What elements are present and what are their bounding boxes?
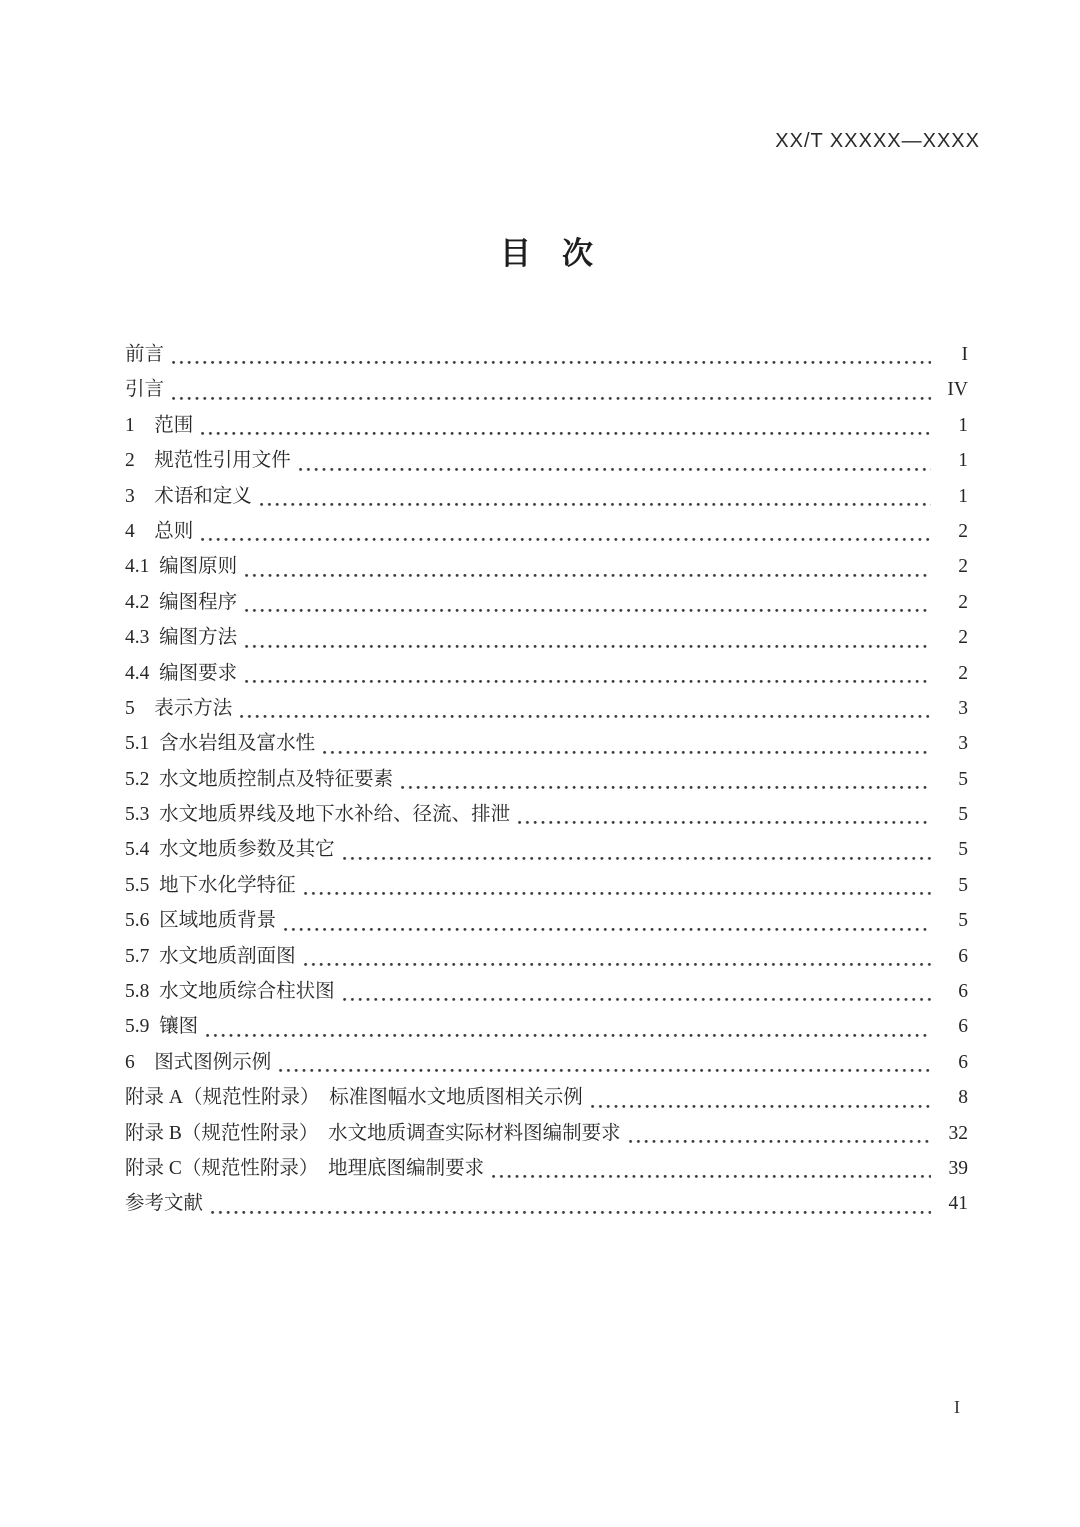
- toc-entry: [125, 1009, 968, 1044]
- toc-leader-dots: [206, 1027, 931, 1037]
- toc-entry: [125, 620, 968, 655]
- toc-entry-label: 1 范围: [125, 414, 194, 436]
- toc-entry-page: 2: [958, 662, 968, 684]
- toc-leader-dots: [304, 885, 931, 895]
- toc-leader-dots: [284, 921, 931, 931]
- toc-entry-label: 6 图式图例示例: [125, 1051, 272, 1073]
- toc-entry-page: 3: [958, 733, 968, 755]
- toc-entry-page: 39: [948, 1157, 968, 1179]
- toc-entry-label: 前言: [125, 344, 165, 365]
- toc-leader-dots: [245, 673, 931, 683]
- toc-entry: [125, 656, 968, 691]
- toc-entry-page: 6: [958, 945, 968, 967]
- toc-entry: [125, 1080, 968, 1115]
- toc-leader-dots: [401, 779, 931, 789]
- toc-entry-page: 3: [958, 697, 968, 719]
- toc-entry-page: 5: [958, 874, 968, 896]
- toc-list: [125, 337, 968, 1222]
- toc-entry-page: 8: [958, 1087, 968, 1109]
- toc-leader-dots: [629, 1133, 931, 1143]
- toc-entry-page: 32: [948, 1122, 968, 1144]
- toc-entry-page: 5: [958, 910, 968, 932]
- toc-leader-dots: [172, 354, 931, 364]
- toc-entry-page: 2: [958, 556, 968, 578]
- toc-entry: [125, 726, 968, 761]
- toc-entry-label: 2 规范性引用文件: [125, 450, 291, 472]
- toc-entry: [125, 585, 968, 620]
- toc-entry-label: 4.2 编图程序: [125, 591, 238, 613]
- toc-entry: [125, 514, 968, 549]
- toc-leader-dots: [323, 744, 931, 754]
- toc-entry-label: 4.3 编图方法: [125, 627, 238, 649]
- toc-entry-page: IV: [947, 379, 968, 401]
- toc-entry-label: 5.1 含水岩组及富水性: [125, 733, 316, 755]
- toc-entry-page: 1: [958, 485, 968, 507]
- toc-entry: [125, 337, 968, 372]
- toc-entry: [125, 1151, 968, 1186]
- toc-entry-label: 4.4 编图要求: [125, 662, 238, 684]
- toc-entry-page: 5: [958, 768, 968, 790]
- toc-entry-page: 6: [958, 1016, 968, 1038]
- toc-entry-label: 5 表示方法: [125, 697, 233, 719]
- toc-entry-label: 5.9 镶图: [125, 1016, 199, 1038]
- toc-leader-dots: [201, 425, 931, 435]
- toc-entry-label: 5.8 水文地质综合柱状图: [125, 981, 335, 1003]
- toc-leader-dots: [260, 496, 931, 506]
- toc-entry-label: 5.5 地下水化学特征: [125, 874, 296, 896]
- toc-entry-label: 5.6 区域地质背景: [125, 910, 277, 932]
- toc-entry: [125, 372, 968, 407]
- footer-page-number: I: [954, 1397, 960, 1417]
- toc-entry-label: 参考文献: [125, 1193, 204, 1215]
- toc-entry-label: 5.2 水文地质控制点及特征要素: [125, 768, 394, 790]
- toc-leader-dots: [299, 461, 931, 471]
- toc-entry-label: 引言: [125, 379, 165, 401]
- toc-leader-dots: [518, 814, 931, 824]
- toc-leader-dots: [201, 531, 931, 541]
- toc-entry-page: I: [961, 344, 968, 365]
- toc-entry: [125, 974, 968, 1009]
- page-title: 目 次: [500, 236, 593, 271]
- toc-entry-page: 5: [958, 804, 968, 826]
- toc-entry-page: 2: [958, 520, 968, 542]
- toc-entry-page: 1: [958, 450, 968, 472]
- toc-entry-page: 41: [948, 1193, 968, 1215]
- toc-entry-label: 4.1 编图原则: [125, 556, 238, 578]
- toc-leader-dots: [245, 602, 931, 612]
- toc-leader-dots: [245, 567, 931, 577]
- toc-entry: [125, 549, 968, 584]
- toc-entry: [125, 691, 968, 726]
- toc-entry: [125, 1045, 968, 1080]
- toc-entry-page: 6: [958, 981, 968, 1003]
- toc-entry-label: 3 术语和定义: [125, 485, 252, 507]
- toc-entry: [125, 903, 968, 938]
- toc-entry-label: 5.4 水文地质参数及其它: [125, 839, 335, 861]
- toc-entry-page: 5: [958, 839, 968, 861]
- toc-leader-dots: [245, 638, 931, 648]
- toc-entry-label: 附录 C（规范性附录） 地理底图编制要求: [125, 1157, 485, 1179]
- toc-leader-dots: [211, 1204, 931, 1214]
- toc-leader-dots: [240, 708, 931, 718]
- toc-leader-dots: [172, 390, 931, 400]
- toc-entry-label: 4 总则: [125, 520, 194, 542]
- toc-entry-label: 附录 A（规范性附录） 标准图幅水文地质图相关示例: [125, 1087, 583, 1109]
- toc-leader-dots: [591, 1098, 931, 1108]
- toc-entry: [125, 443, 968, 478]
- toc-leader-dots: [279, 1062, 931, 1072]
- toc-entry: [125, 762, 968, 797]
- toc-leader-dots: [343, 850, 931, 860]
- toc-entry: [125, 408, 968, 443]
- toc-entry-label: 5.3 水文地质界线及地下水补给、径流、排泄: [125, 804, 511, 826]
- toc-leader-dots: [492, 1168, 931, 1178]
- toc-leader-dots: [304, 956, 931, 966]
- toc-entry-label: 5.7 水文地质剖面图: [125, 945, 296, 967]
- toc-entry: [125, 832, 968, 867]
- toc-entry-page: 6: [958, 1051, 968, 1073]
- toc-entry-page: 2: [958, 591, 968, 613]
- toc-entry: [125, 939, 968, 974]
- toc-entry-label: 附录 B（规范性附录） 水文地质调查实际材料图编制要求: [125, 1122, 621, 1144]
- toc-entry: [125, 1116, 968, 1151]
- toc-entry: [125, 868, 968, 903]
- toc-entry-page: 2: [958, 627, 968, 649]
- toc-entry-page: 1: [958, 414, 968, 436]
- toc-entry: [125, 1186, 968, 1221]
- toc-entry: [125, 797, 968, 832]
- standard-code-header: XX/T XXXXX—XXXX: [775, 130, 980, 152]
- toc-leader-dots: [343, 991, 931, 1001]
- toc-entry: [125, 479, 968, 514]
